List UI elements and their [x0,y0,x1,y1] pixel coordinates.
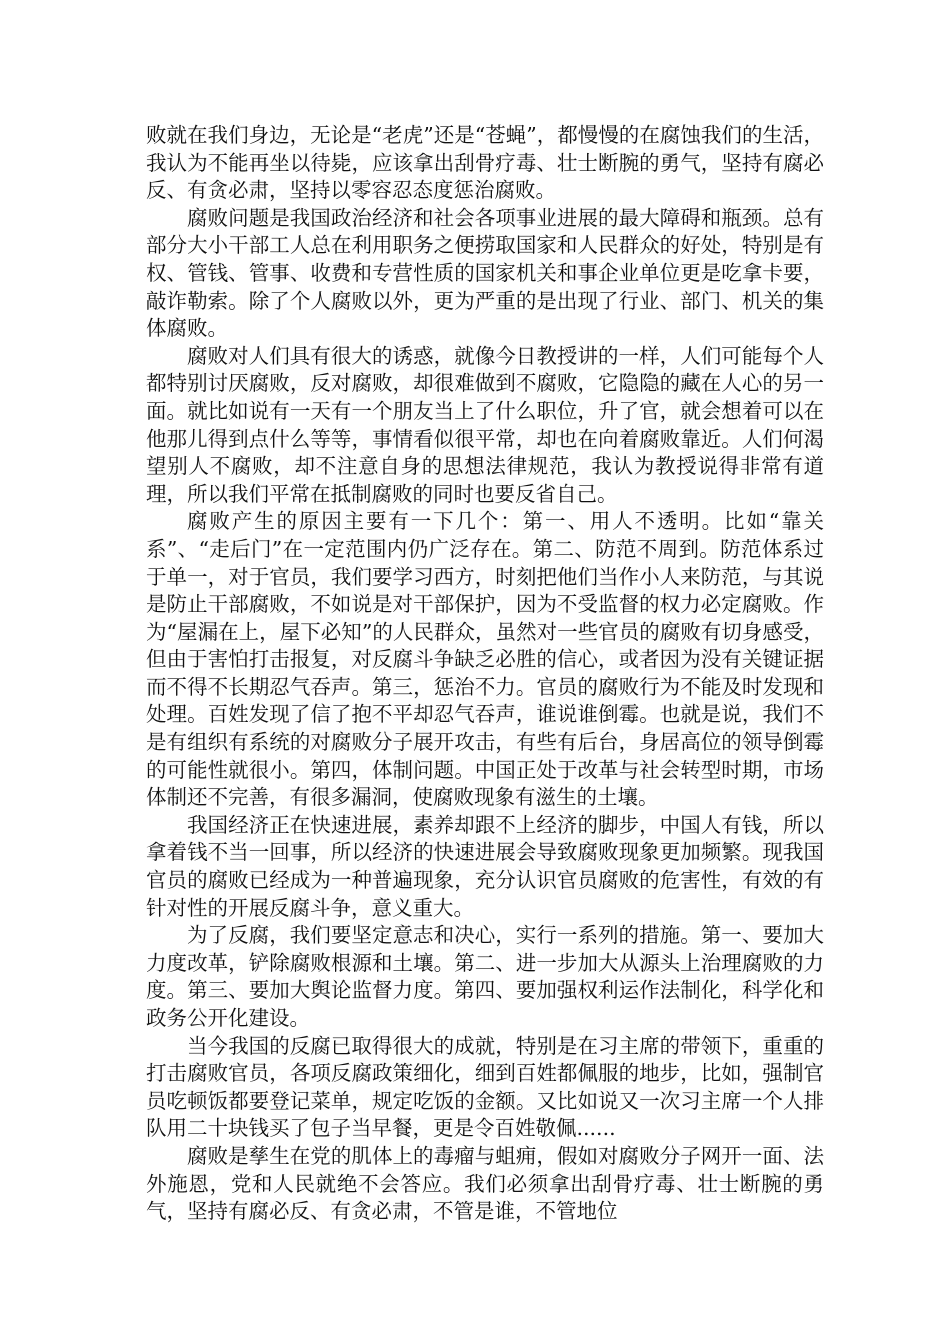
paragraph-2: 腐败问题是我国政治经济和社会各项事业进展的最大障碍和瓶颈。总有部分大小干部工人总在利用职务之便捞取国家和人民群众的好处，特别是有权、管钱、管事、收费和专营性质的国家机关和事企业单位更是吃拿卡要，敲诈勒索。除了个人腐败以外，更为严重的是出现了行业、部门、机关的集体腐败。 [146,205,824,341]
paragraph-6: 为了反腐，我们要坚定意志和决心，实行一系列的措施。第一、要加大力度改革，铲除腐败根源和土壤。第二、进一步加大从源头上治理腐败的力度。第三、要加大舆论监督力度。第四、要加强权利运作法制化，科学化和政务公开化建设。 [146,923,824,1030]
paragraph-8: 腐败是孳生在党的肌体上的毒瘤与蛆痈，假如对腐败分子网开一面、法外施恩，党和人民就绝不会答应。我们必须拿出刮骨疗毒、壮士断腕的勇气，坚持有腐必反、有贪必肃，不管是谁，不管地位 [146,1143,824,1224]
document-body [146,122,824,1226]
paragraph-1: 败就在我们身边，无论是“老虎”还是“苍蝇”，都慢慢的在腐蚀我们的生活，我认为不能再坐以待毙，应该拿出刮骨疗毒、壮士断腕的勇气，坚持有腐必反、有贪必肃，坚持以零容忍态度惩治腐败。 [146,123,824,203]
paragraph-3: 腐败对人们具有很大的诱惑，就像今日教授讲的一样，人们可能每个人都特别讨厌腐败，反对腐败，却很难做到不腐败，它隐隐的藏在人心的另一面。就比如说有一天有一个朋友当上了什么职位，升了官，就会想着可以在他那儿得到点什么等等，事情看似很平常，却也在向着腐败靠近。人们何渴望别人不腐败，却不注意自身的思想法律规范，我认为教授说得非常有道理，所以我们平常在抵制腐败的同时也要反省自己。 [146,343,824,506]
paragraph-4: 腐败产生的原因主要有一下几个：第一、用人不透明。比如“靠关系”、“走后门”在一定范围内仍广泛存在。第二、防范不周到。防范体系过于单一，对于官员，我们要学习西方，时刻把他们当作小人来防范，与其说是防止干部腐败，不如说是对干部保护，因为不受监督的权力必定腐败。作为“屋漏在上，屋下必知”的人民群众，虽然对一些官员的腐败有切身感受，但由于害怕打击报复，对反腐斗争缺乏必胜的信心，或者因为没有关键证据而不得不长期忍气吞声。第三，惩治不力。官员的腐败行为不能及时发现和处理。百姓发现了信了抱不平却忍气吞声，谁说谁倒霉。也就是说，我们不是有组织有系统的对腐败分子展开攻击，有些有后台，身居高位的领导倒霉的可能性就很小。第四，体制问题。中国正处于改革与社会转型时期，市场体制还不完善，有很多漏洞，使腐败现象有滋生的土壤。 [146,509,824,810]
paragraph-7: 当今我国的反腐已取得很大的成就，特别是在习主席的带领下，重重的打击腐败官员，各项反腐政策细化，细到百姓都佩服的地步，比如，强制官员吃顿饭都要登记菜单，规定吃饭的金额。又比如说又一次习主席一个人排队用二十块钱买了包子当早餐，更是令百姓敬佩...... [146,1033,824,1141]
paragraph-5: 我国经济正在快速进展，素养却跟不上经济的脚步，中国人有钱，所以拿着钱不当一回事，所以经济的快速进展会导致腐败现象更加频繁。现我国官员的腐败已经成为一种普遍现象，充分认识官员腐败的危害性，有效的有针对性的开展反腐斗争，意义重大。 [146,812,824,920]
